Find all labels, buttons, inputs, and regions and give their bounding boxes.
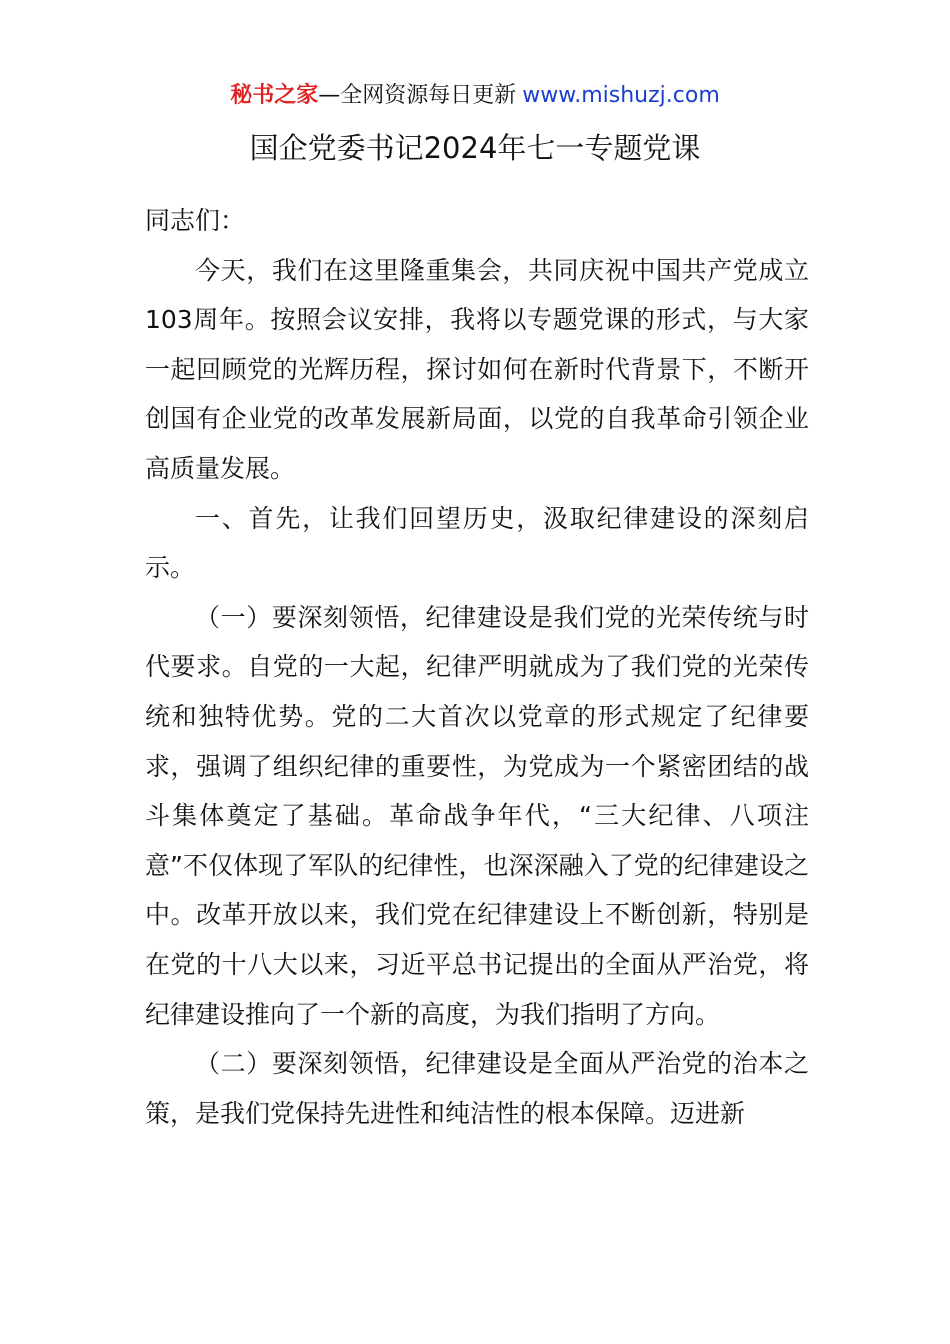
paragraph-subsection-1: （一）要深刻领悟，纪律建设是我们党的光荣传统与时代要求。自党的一大起，纪律严明就成为了我们党的光荣传统和独特优势。党的二大首次以党章的形式规定了纪律要求，强调了组织纪律的重要性，为党成为一个紧密团结的战斗集体奠定了基础。革命战争年代，“三大纪律、八项注意”不仅体现了军队的纪律性，也深深融入了党的纪律建设之中。改革开放以来，我们党在纪律建设上不断创新，特别是在党的十八大以来，习近平总书记提出的全面从严治党，将纪律建设推向了一个新的高度，为我们指明了方向。	[145, 602, 809, 1029]
header-slogan: —全网资源每日更新	[318, 83, 517, 108]
paragraph-intro: 今天，我们在这里隆重集会，共同庆祝中国共产党成立103周年。按照会议安排，我将以专题党课的形式，与大家一起回顾党的光辉历程，探讨如何在新时代背景下，不断开创国有企业党的改革发展新局面，以党的自我革命引领企业高质量发展。	[145, 255, 809, 483]
paragraph-subsection-2: （二）要深刻领悟，纪律建设是全面从严治党的治本之策，是我们党保持先进性和纯洁性的根本保障。迈进新	[145, 1049, 809, 1128]
document-body	[145, 196, 809, 1138]
document-title: 国企党委书记2024年七一专题党课	[249, 131, 701, 165]
site-url-link[interactable]: www.mishuzj.com	[522, 83, 720, 108]
salutation: 同志们：	[145, 206, 246, 235]
site-header	[0, 80, 950, 112]
section-heading-1: 一、首先，让我们回望历史，汲取纪律建设的深刻启示。	[145, 503, 809, 583]
brand-name: 秘书之家	[230, 83, 319, 108]
